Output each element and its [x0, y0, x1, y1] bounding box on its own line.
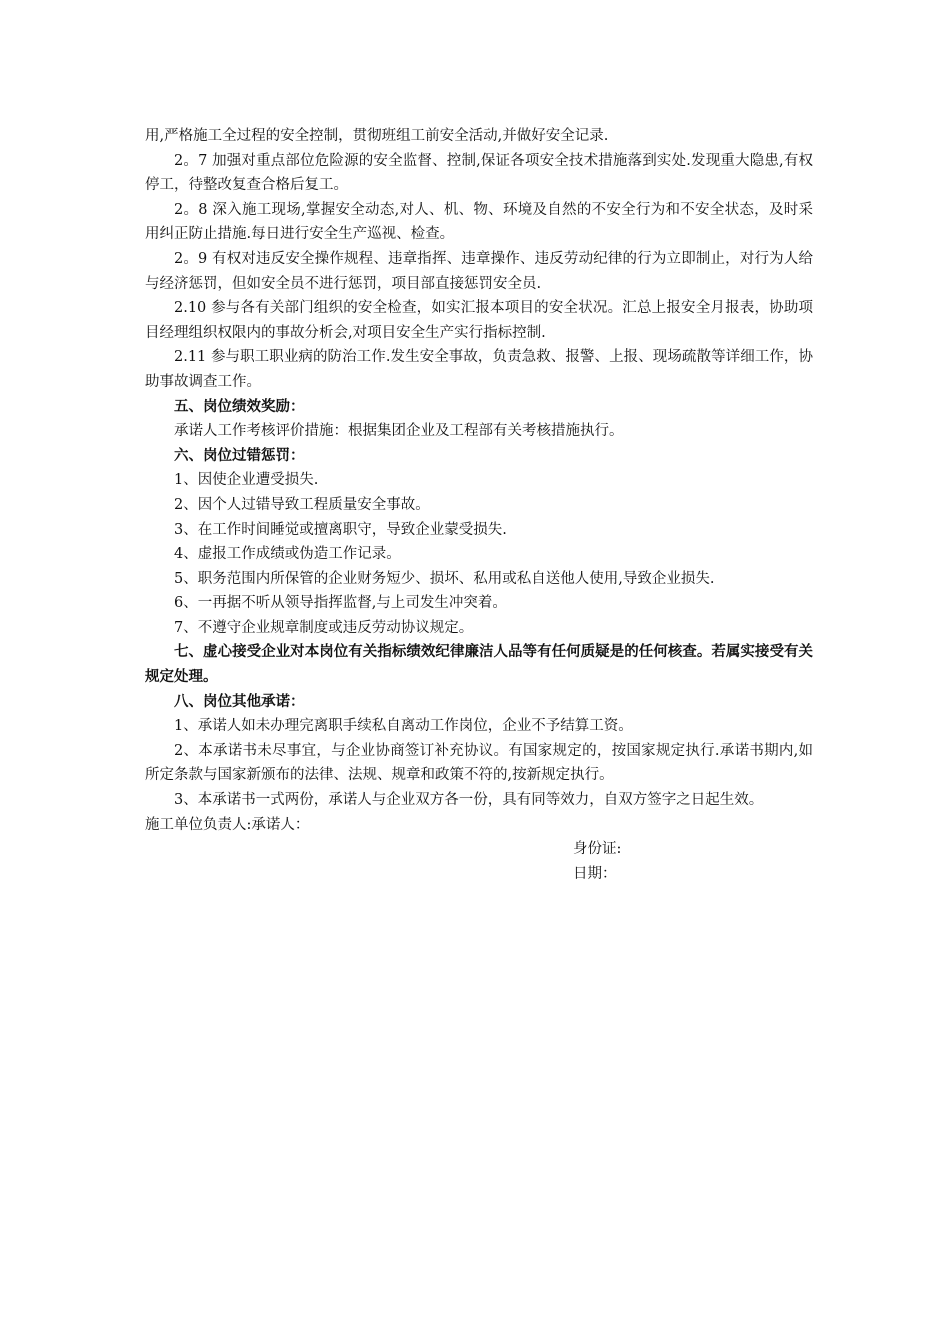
body-paragraph: 3、本承诺书一式两份，承诺人与企业双方各一份，具有同等效力，自双方签字之日起生效。	[174, 792, 764, 809]
body-paragraph: 5、职务范围内所保管的企业财务短少、损坏、私用或私自送他人使用,导致企业损失.	[174, 570, 715, 587]
id-card-label: 身份证:	[573, 841, 622, 858]
document-body	[145, 124, 813, 837]
date-label: 日期：	[573, 865, 617, 882]
body-paragraph: 施工单位负责人:承诺人：	[145, 816, 310, 833]
body-paragraph: 1、因使企业遭受损失.	[174, 472, 319, 489]
body-paragraph: 2、因个人过错导致工程质量安全事故。	[174, 496, 430, 513]
section-heading: 五、岗位绩效奖励：	[174, 397, 305, 415]
body-paragraph: 2.11 参与职工职业病的防治工作.发生安全事故，负责急救、报警、上报、现场疏散等详细工作，协助事故调查工作。	[145, 349, 813, 390]
body-paragraph: 2。7 加强对重点部位危险源的安全监督、控制,保证各项安全技术措施落到实处.发现重大隐患,有权停工，待整改复查合格后复工。	[145, 152, 813, 194]
section-heading: 七、虚心接受企业对本岗位有关指标绩效纪律廉洁人品等有任何质疑是的任何核查。若属实接受有关规定处理。	[145, 643, 813, 686]
document-page	[145, 124, 813, 886]
body-paragraph: 2。8 深入施工现场,掌握安全动态,对人、机、物、环境及自然的不安全行为和不安全状态，及时采用纠正防止措施.每日进行安全生产巡视、检查。	[145, 201, 813, 243]
body-paragraph: 用,严格施工全过程的安全控制，贯彻班组工前安全活动,并做好安全记录.	[145, 128, 609, 144]
body-paragraph: 2。9 有权对违反安全操作规程、违章指挥、违章操作、违反劳动纪律的行为立即制止，对行为人给与经济惩罚，但如安全员不进行惩罚，项目部直接惩罚安全员.	[145, 250, 813, 292]
body-paragraph: 2.10 参与各有关部门组织的安全检查，如实汇报本项目的安全状况。汇总上报安全月报表，协助项目经理组织权限内的事故分析会,对项目安全生产实行指标控制.	[145, 300, 813, 341]
body-paragraph: 承诺人工作考核评价措施：根据集团企业及工程部有关考核措施执行。	[174, 423, 624, 440]
section-heading: 八、岗位其他承诺：	[174, 692, 305, 710]
body-paragraph: 3、在工作时间睡觉或擅离职守，导致企业蒙受损失.	[174, 521, 507, 538]
body-paragraph: 1、承诺人如未办理完离职手续私自离动工作岗位，企业不予结算工资。	[174, 718, 633, 735]
body-paragraph: 6、一再据不听从领导指挥监督,与上司发生冲突着。	[174, 595, 507, 612]
section-heading: 六、岗位过错惩罚：	[174, 446, 305, 464]
body-paragraph: 2、本承诺书未尽事宜，与企业协商签订补充协议。有国家规定的，按国家规定执行.承诺书期内,如所定条款与国家新颁布的法律、法规、规章和政策不符的,按新规定执行。	[145, 742, 813, 784]
body-paragraph: 4、虚报工作成绩或伪造工作记录。	[174, 546, 401, 563]
body-paragraph: 7、不遵守企业规章制度或违反劳动协议规定。	[174, 619, 474, 636]
